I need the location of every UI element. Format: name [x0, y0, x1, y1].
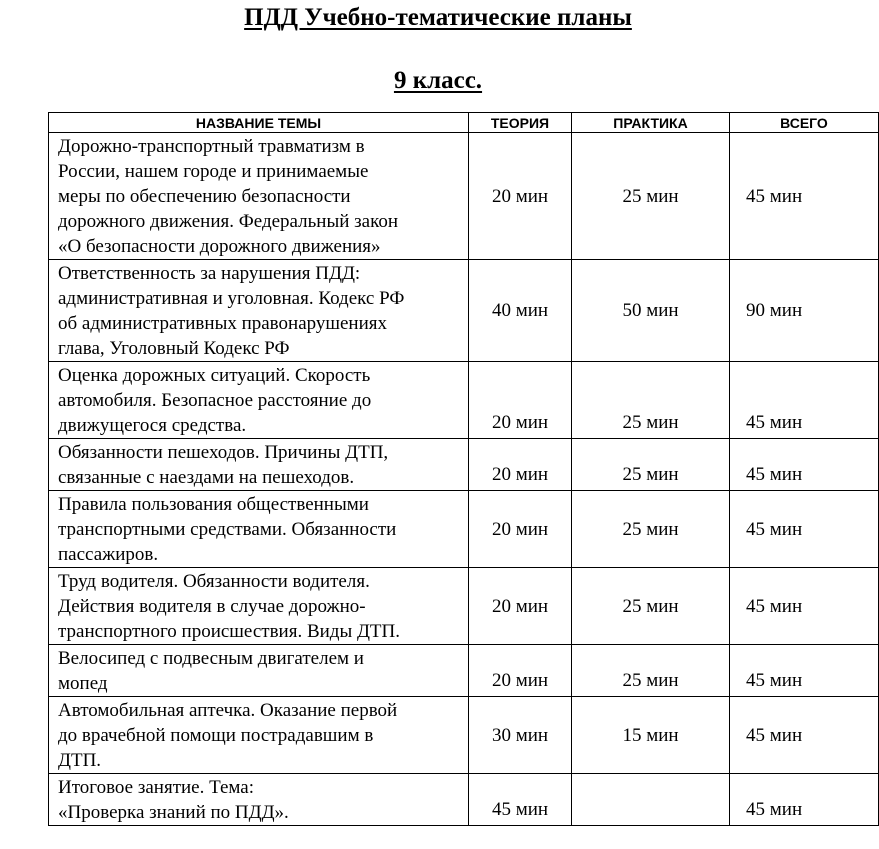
- topic-line: Автомобильная аптечка. Оказание первой: [58, 700, 398, 721]
- topic-line: «О безопасности дорожного движения»: [58, 236, 381, 257]
- topic-line: об административных правонарушениях: [58, 313, 388, 334]
- theory-cell: 45 мин: [469, 774, 572, 826]
- total-cell: 45 мин: [730, 568, 879, 645]
- theory-cell: 20 мин: [469, 645, 572, 697]
- practice-cell: 25 мин: [572, 568, 730, 645]
- practice-cell: 25 мин: [572, 645, 730, 697]
- practice-cell: 50 мин: [572, 260, 730, 362]
- theory-cell: 20 мин: [469, 568, 572, 645]
- topic-cell: [49, 439, 469, 491]
- grade-title: 9 класс.: [393, 67, 483, 94]
- theory-cell: 20 мин: [469, 439, 572, 491]
- header-theory: ТЕОРИЯ: [469, 113, 572, 133]
- table-row: [49, 362, 879, 439]
- practice-cell: 25 мин: [572, 439, 730, 491]
- table-row: [49, 568, 879, 645]
- topic-cell: [49, 362, 469, 439]
- practice-cell: 25 мин: [572, 362, 730, 439]
- theory-cell: 40 мин: [469, 260, 572, 362]
- topic-line: административная и уголовная. Кодекс РФ: [58, 288, 405, 309]
- topic-line: Обязанности пешеходов. Причины ДТП,: [58, 442, 389, 463]
- topic-cell: [49, 774, 469, 826]
- topic-cell: [49, 697, 469, 774]
- topic-line: России, нашем городе и принимаемые: [58, 161, 369, 182]
- header-total: ВСЕГО: [730, 113, 879, 133]
- practice-cell: 25 мин: [572, 491, 730, 568]
- topic-line: Дорожно-транспортный травматизм в: [58, 136, 365, 157]
- header-practice: ПРАКТИКА: [572, 113, 730, 133]
- topic-line: Итоговое занятие. Тема:: [58, 777, 255, 798]
- topic-line: дорожного движения. Федеральный закон: [58, 211, 399, 232]
- topic-line: меры по обеспечению безопасности: [58, 186, 351, 207]
- topic-line: Оценка дорожных ситуаций. Скорость: [58, 365, 371, 386]
- total-cell: 45 мин: [730, 774, 879, 826]
- topic-cell: [49, 133, 469, 260]
- total-cell: 45 мин: [730, 439, 879, 491]
- curriculum-table: [48, 112, 879, 826]
- topic-line: глава, Уголовный Кодекс РФ: [58, 338, 290, 359]
- topic-line: транспортного происшествия. Виды ДТП.: [58, 621, 401, 642]
- theory-cell: 20 мин: [469, 362, 572, 439]
- total-cell: 45 мин: [730, 697, 879, 774]
- topic-line: Правила пользования общественными: [58, 494, 369, 515]
- table-row: [49, 260, 879, 362]
- topic-line: «Проверка знаний по ПДД».: [58, 802, 289, 823]
- table-header-row: [49, 113, 879, 133]
- practice-cell: 25 мин: [572, 133, 730, 260]
- practice-cell: [572, 774, 730, 826]
- total-cell: 90 мин: [730, 260, 879, 362]
- topic-line: связанные с наездами на пешеходов.: [58, 467, 355, 488]
- table-row: [49, 645, 879, 697]
- table-row: [49, 439, 879, 491]
- total-cell: 45 мин: [730, 645, 879, 697]
- topic-line: движущегося средства.: [58, 415, 247, 436]
- total-cell: 45 мин: [730, 491, 879, 568]
- theory-cell: 30 мин: [469, 697, 572, 774]
- total-cell: 45 мин: [730, 362, 879, 439]
- total-cell: 45 мин: [730, 133, 879, 260]
- document-title: ПДД Учебно-тематические планы: [244, 4, 632, 31]
- table-body: [49, 133, 879, 826]
- topic-line: Труд водителя. Обязанности водителя.: [58, 571, 370, 592]
- topic-line: Действия водителя в случае дорожно-: [58, 596, 366, 617]
- table-row: [49, 774, 879, 826]
- topic-line: до врачебной помощи пострадавшим в: [58, 725, 374, 746]
- theory-cell: 20 мин: [469, 491, 572, 568]
- topic-line: мопед: [58, 673, 108, 694]
- topic-cell: [49, 645, 469, 697]
- topic-cell: [49, 260, 469, 362]
- header-topic: НАЗВАНИЕ ТЕМЫ: [49, 113, 469, 133]
- theory-cell: 20 мин: [469, 133, 572, 260]
- topic-line: транспортными средствами. Обязанности: [58, 519, 397, 540]
- practice-cell: 15 мин: [572, 697, 730, 774]
- topic-line: пассажиров.: [58, 544, 159, 565]
- table-row: [49, 133, 879, 260]
- topic-line: Велосипед с подвесным двигателем и: [58, 648, 364, 669]
- table-row: [49, 491, 879, 568]
- topic-line: ДТП.: [58, 750, 102, 771]
- table-row: [49, 697, 879, 774]
- topic-line: автомобиля. Безопасное расстояние до: [58, 390, 372, 411]
- topic-cell: [49, 491, 469, 568]
- topic-line: Ответственность за нарушения ПДД:: [58, 263, 361, 284]
- topic-cell: [49, 568, 469, 645]
